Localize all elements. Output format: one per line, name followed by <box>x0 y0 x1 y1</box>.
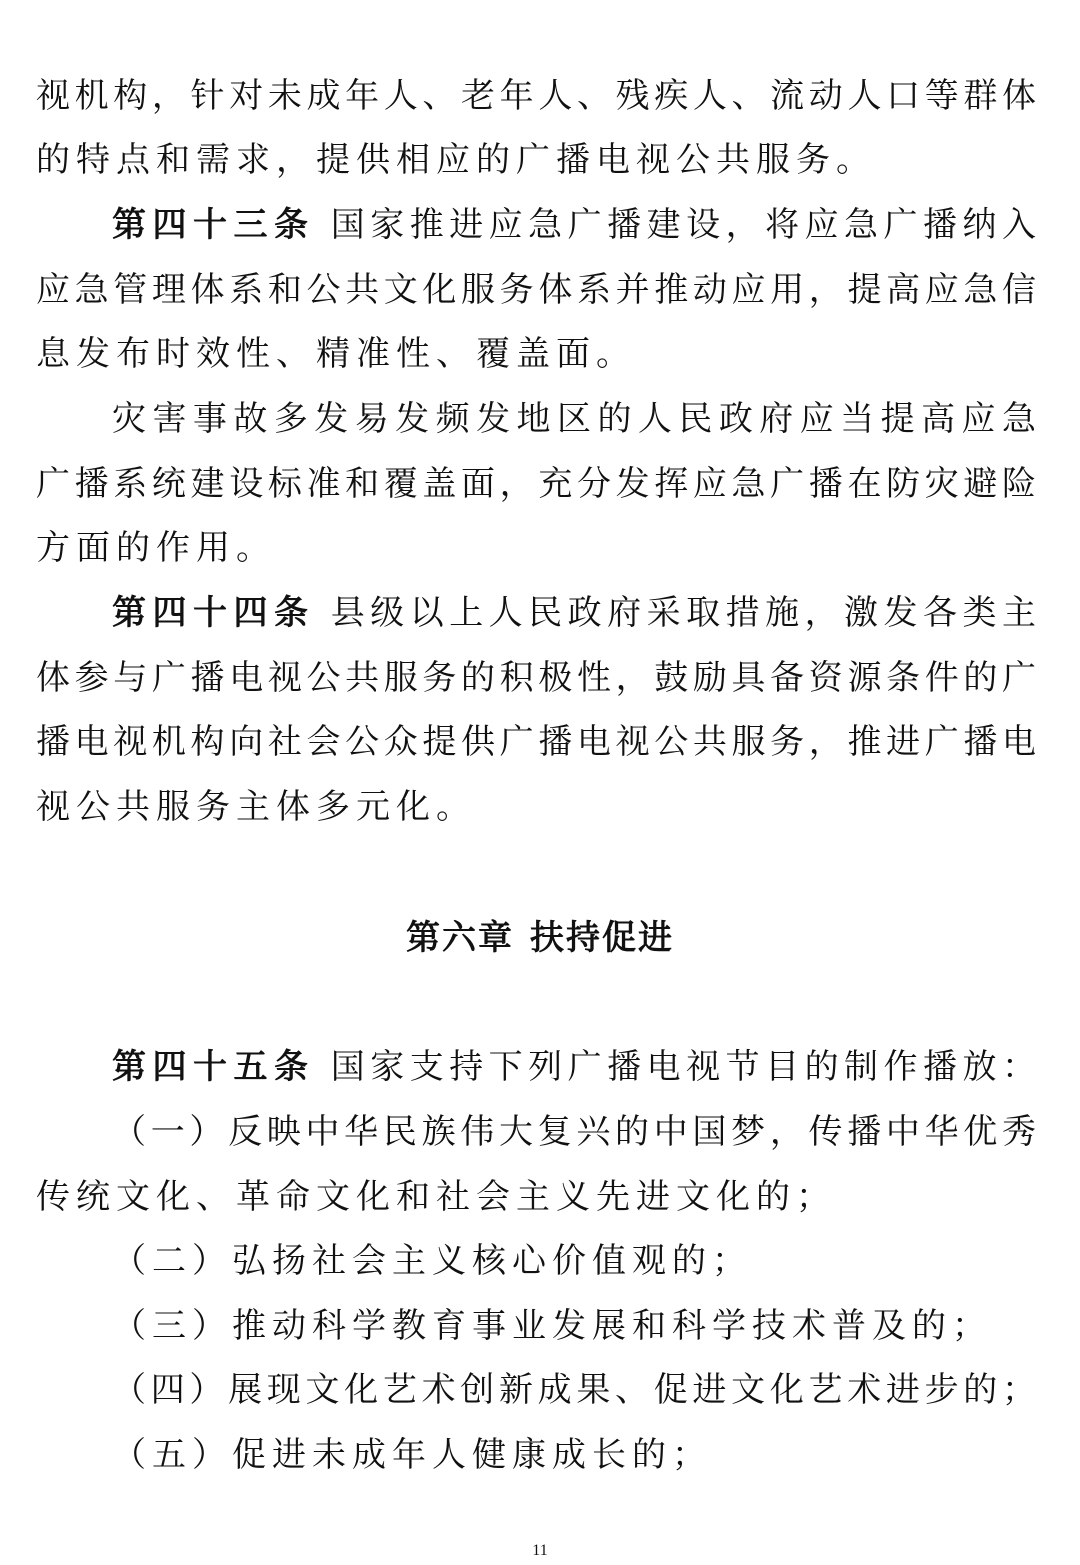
article-43-line <box>112 205 1036 245</box>
line-text: 应急管理体系和公共文化服务体系并推动应用，提高应急信 <box>36 270 1036 310</box>
line-text: （四）展现文化艺术创新成果、促进文化艺术进步的； <box>112 1370 1036 1410</box>
text-line <box>36 722 1036 762</box>
list-item <box>112 1435 1036 1475</box>
text-line <box>36 658 1036 698</box>
line-text: 视机构，针对未成年人、老年人、残疾人、流动人口等群体 <box>36 76 1036 116</box>
text-line <box>36 334 1036 374</box>
text-line <box>36 270 1036 310</box>
article-number: 第四十三条 <box>112 205 315 245</box>
line-text: 国家推进应急广播建设，将应急广播纳入 <box>330 205 1037 245</box>
line-text: 县级以上人民政府采取措施，激发各类主 <box>330 593 1037 633</box>
text-line <box>36 528 1036 568</box>
chapter-title: 扶持促进 <box>530 918 674 958</box>
line-text: 播电视机构向社会公众提供广播电视公共服务，推进广播电 <box>36 722 1036 762</box>
article-number: 第四十四条 <box>112 593 315 633</box>
line-text: （五）促进未成年人健康成长的； <box>112 1435 712 1475</box>
chapter-heading <box>0 918 1080 958</box>
text-line <box>36 76 1036 116</box>
line-text: 息发布时效性、精准性、覆盖面。 <box>36 334 636 374</box>
line-text: 灾害事故多发易发频发地区的人民政府应当提高应急 <box>112 399 1036 439</box>
line-text: 视公共服务主体多元化。 <box>36 787 476 827</box>
text-line <box>36 787 1036 827</box>
list-item <box>112 1241 1036 1281</box>
chapter-number: 第六章 <box>406 918 514 958</box>
text-line <box>112 399 1036 439</box>
line-text: 传统文化、革命文化和社会主义先进文化的； <box>36 1177 836 1217</box>
list-item <box>112 1306 1036 1346</box>
line-text: （一）反映中华民族伟大复兴的中国梦，传播中华优秀 <box>112 1112 1036 1152</box>
article-45-line <box>112 1047 1036 1087</box>
line-text: 的特点和需求，提供相应的广播电视公共服务。 <box>36 140 876 180</box>
line-text: 体参与广播电视公共服务的积极性，鼓励具备资源条件的广 <box>36 658 1036 698</box>
list-item <box>112 1112 1036 1152</box>
line-text: （二）弘扬社会主义核心价值观的； <box>112 1241 752 1281</box>
article-number: 第四十五条 <box>112 1047 315 1087</box>
list-item <box>112 1370 1036 1410</box>
line-text: 国家支持下列广播电视节目的制作播放： <box>330 1047 1037 1087</box>
text-line <box>36 1177 1036 1217</box>
line-text: 方面的作用。 <box>36 528 276 568</box>
article-44-line <box>112 593 1036 633</box>
line-text: 广播系统建设标准和覆盖面，充分发挥应急广播在防灾避险 <box>36 464 1036 504</box>
text-line <box>36 140 1036 180</box>
line-text: （三）推动科学教育事业发展和科学技术普及的； <box>112 1306 992 1346</box>
text-line <box>36 464 1036 504</box>
page-number: 11 <box>532 1542 548 1559</box>
